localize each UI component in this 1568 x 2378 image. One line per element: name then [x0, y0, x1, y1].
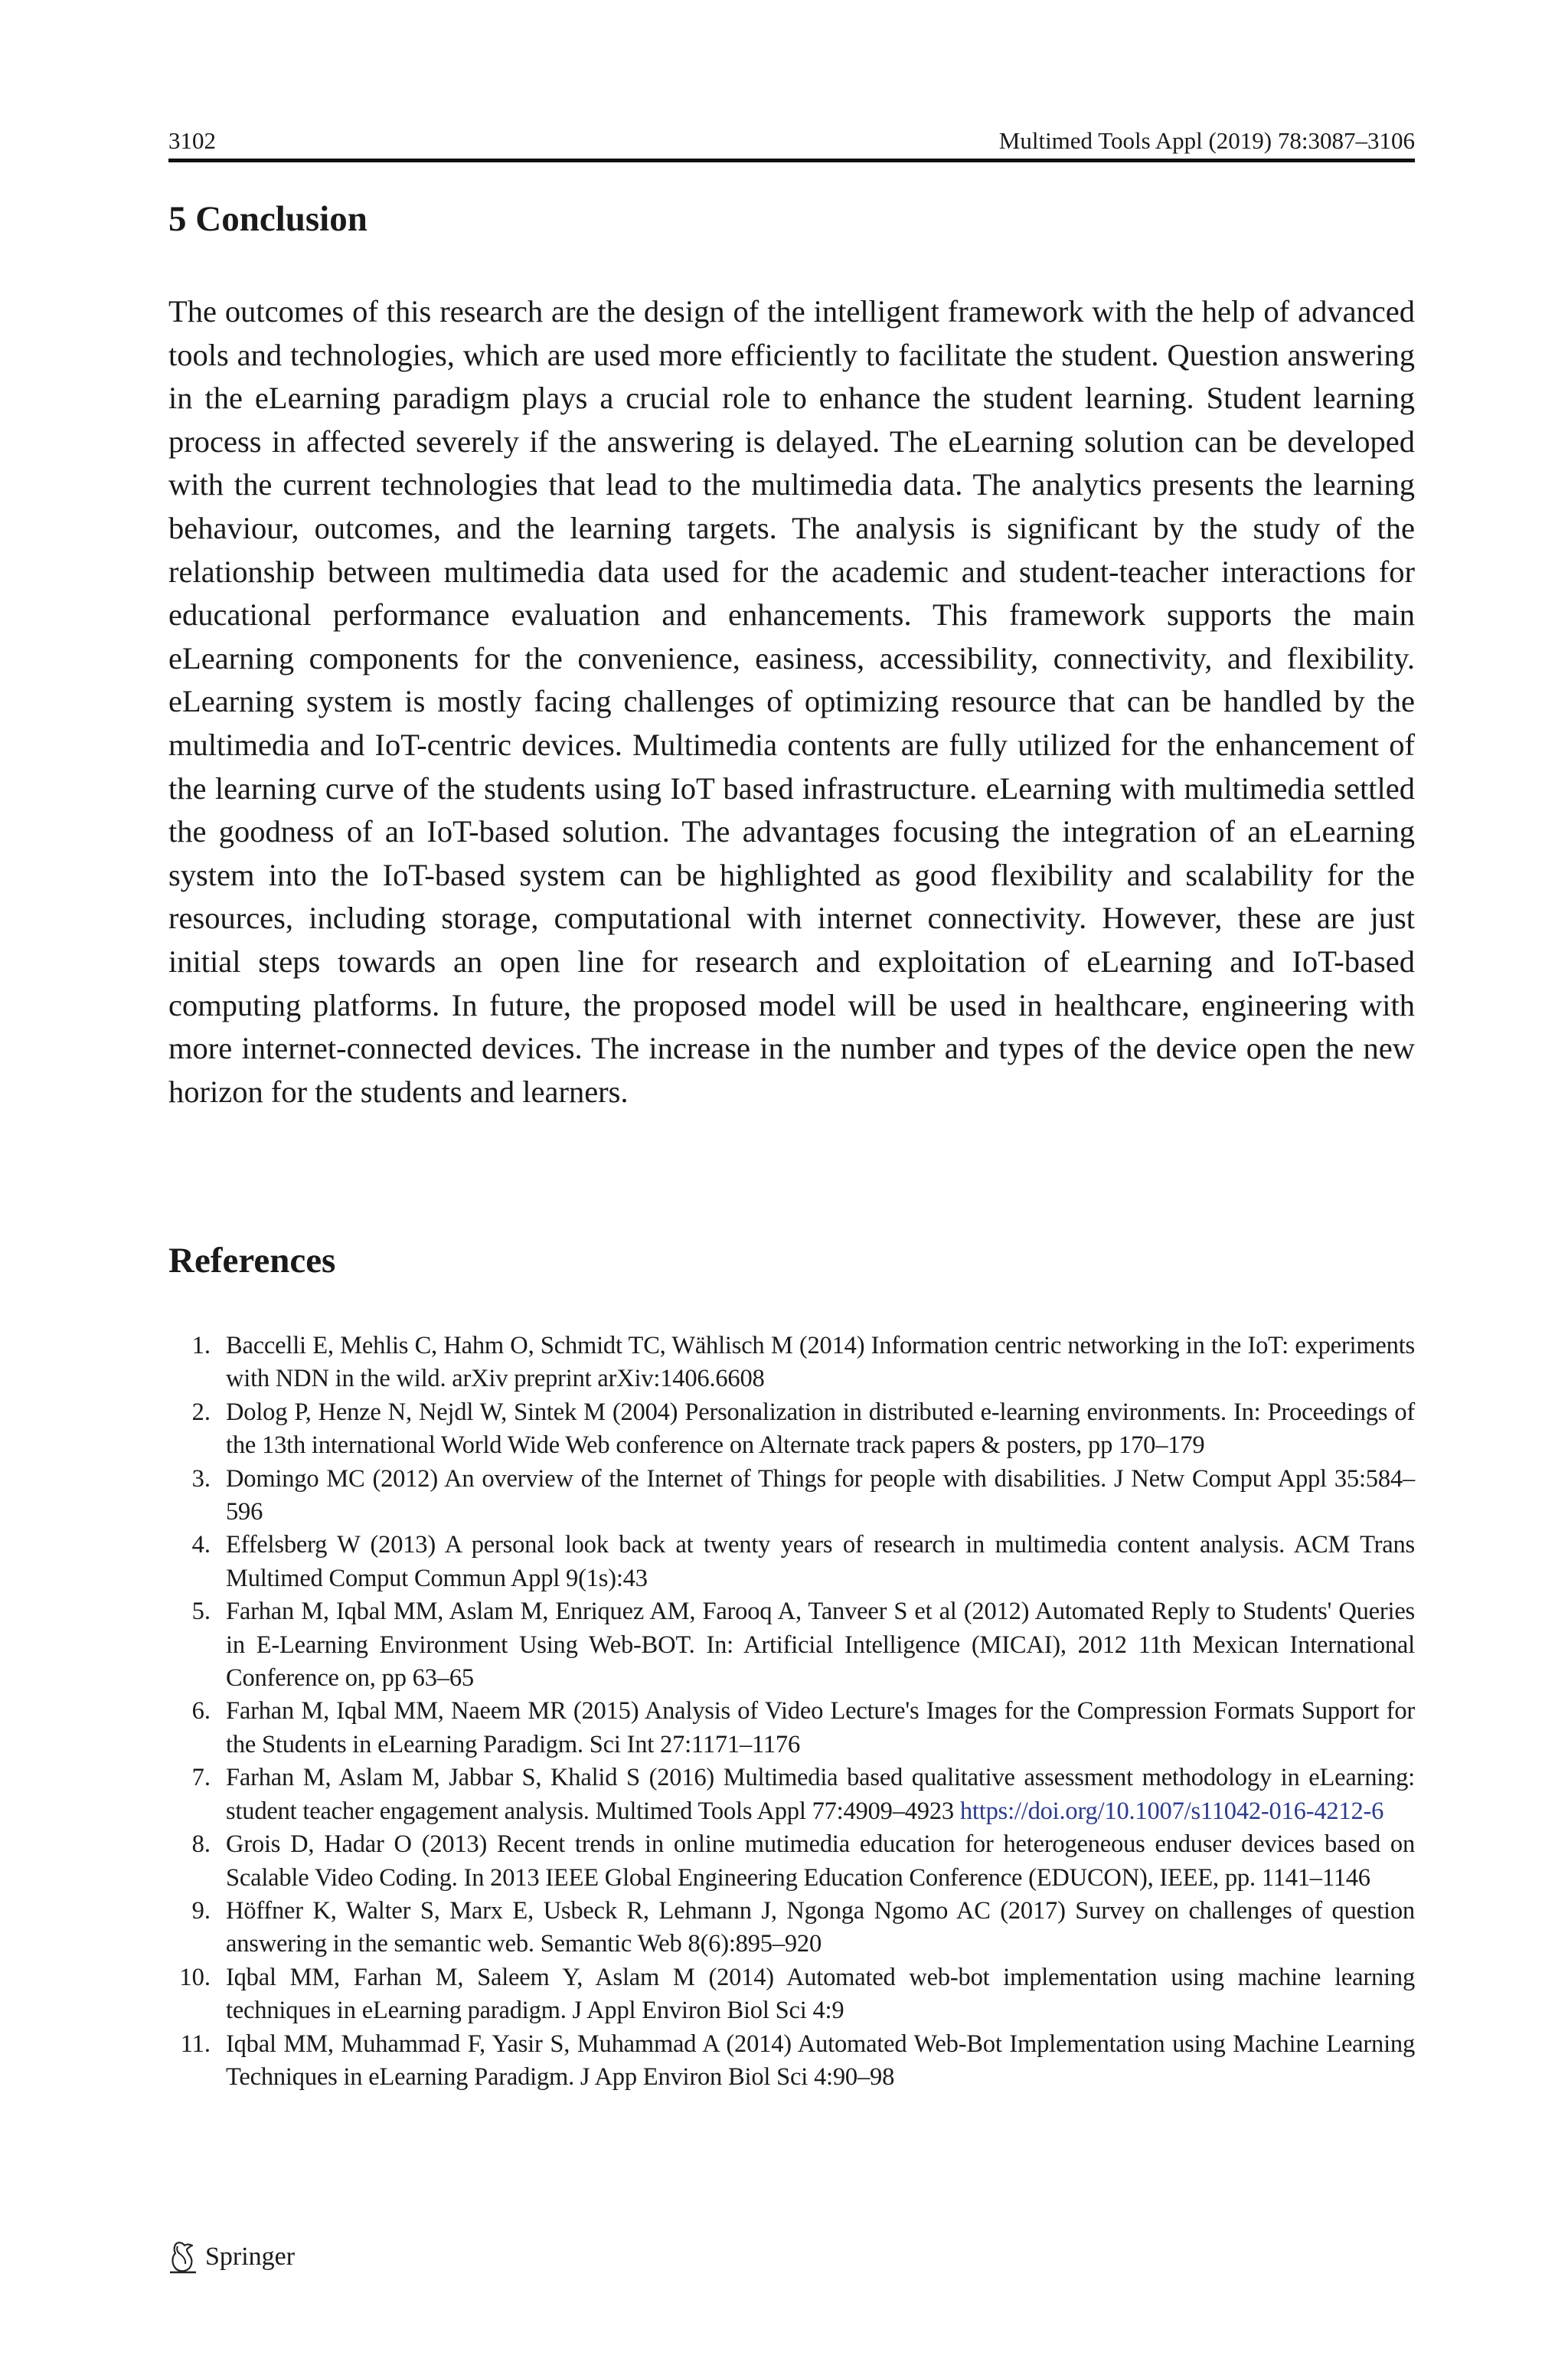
reference-number: 7. — [191, 1764, 211, 1792]
publisher-name: Springer — [205, 2242, 296, 2271]
reference-text: Höffner K, Walter S, Marx E, Usbeck R, Lehmann J, Ngonga Ngomo AC (2017) Survey on challenges of question answering in the semantic web. Semantic Web 8(6):895–920 — [226, 1896, 1415, 1958]
reference-item — [168, 1895, 1415, 1961]
reference-item — [168, 1463, 1415, 1529]
springer-horse-icon — [168, 2240, 198, 2274]
publisher-footer — [168, 2240, 295, 2274]
reference-text: Effelsberg W (2013) A personal look back at twenty years of research in multimedia content analysis. ACM Trans Multimed Comput Commun Appl 9(1s):43 — [226, 1531, 1415, 1592]
reference-item — [168, 1529, 1415, 1595]
reference-number: 8. — [191, 1830, 211, 1859]
reference-item — [168, 1695, 1415, 1761]
reference-list — [168, 1330, 1415, 2094]
reference-item — [168, 1761, 1415, 1828]
conclusion-paragraph: The outcomes of this research are the design of the intelligent framework with the help of advanced tools and technologies, which are used more efficiently to facilitate the student. Question answering in the eLearning paradigm plays a crucial role to enhance the student learning. Student learning process in affected severely if the answering is delayed. The eLearning solution can be developed with the current technologies that lead to the multimedia data. The analytics presents the learning behaviour, outcomes, and the learning targets. The analysis is significant by the study of the relationship between multimedia data used for the academic and student-teacher interactions for educational performance evaluation and enhancements. This framework supports the main eLearning components for the convenience, easiness, accessibility, connectivity, and flexibility. eLearning system is mostly facing challenges of optimizing resource that can be handled by the multimedia and IoT-centric devices. Multimedia contents are fully utilized for the enhancement of the learning curve of the students using IoT based infrastructure. eLearning with multimedia settled the goodness of an IoT-based solution. The advantages focusing the integration of an eLearning system into the IoT-based system can be highlighted as good flexibility and scalability for the resources, including storage, computational with internet connectivity. However, these are just initial steps towards an open line for research and exploitation of eLearning and IoT-based computing platforms. In future, the proposed model will be used in healthcare, engineering with more internet-connected devices. The increase in the number and types of the device open the new horizon for the students and learners. — [168, 294, 1415, 1109]
reference-text: Iqbal MM, Muhammad F, Yasir S, Muhammad A (2014) Automated Web-Bot Implementation using Machine Learning Techniques in eLearning Paradigm. J App Environ Biol Sci 4:90–98 — [226, 2030, 1415, 2091]
reference-item — [168, 2028, 1415, 2095]
reference-item — [168, 1828, 1415, 1895]
reference-text: Domingo MC (2012) An overview of the Internet of Things for people with disabilities. J Netw Comput Appl 35:584–596 — [226, 1464, 1415, 1526]
reference-text: Farhan M, Iqbal MM, Naeem MR (2015) Analysis of Video Lecture's Images for the Compression Formats Support for the Students in eLearning Paradigm. Sci Int 27:1171–1176 — [226, 1697, 1415, 1758]
reference-number: 1. — [191, 1332, 211, 1359]
reference-text: Iqbal MM, Farhan M, Saleem Y, Aslam M (2014) Automated web-bot implementation using machine learning techniques in eLearning paradigm. J Appl Environ Biol Sci 4:9 — [226, 1963, 1415, 2025]
header-rule — [168, 159, 1415, 162]
reference-text: Dolog P, Henze N, Nejdl W, Sintek M (2004) Personalization in distributed e-learning environments. In: Proceedings of the 13th international World Wide Web conference on Alternate track papers & posters, pp 170–179 — [226, 1398, 1415, 1460]
document-page — [168, 0, 1415, 2378]
reference-text: Farhan M, Iqbal MM, Aslam M, Enriquez AM, Farooq A, Tanveer S et al (2012) Automated Reply to Students' Queries in E-Learning Environment Using Web-BOT. In: Artificial Intelligence (MICAI), 2012 11th Mexican International Conference on, pp 63–65 — [226, 1598, 1415, 1693]
reference-number: 11. — [180, 2030, 211, 2058]
running-header — [168, 116, 1415, 155]
reference-item — [168, 1961, 1415, 2028]
reference-number: 2. — [191, 1398, 211, 1426]
section-heading-conclusion: 5 Conclusion — [168, 199, 368, 239]
reference-item — [168, 1595, 1415, 1695]
reference-number: 4. — [191, 1531, 211, 1559]
reference-text: Baccelli E, Mehlis C, Hahm O, Schmidt TC, Wählisch M (2014) Information centric networking in the IoT: experiments with NDN in the wild. arXiv preprint arXiv:1406.6608 — [226, 1332, 1415, 1393]
reference-text — [226, 1761, 1415, 1828]
reference-text-body: Farhan M, Aslam M, Jabbar S, Khalid S (2016) Multimedia based qualitative assessment methodology in eLearning: student teacher engagement analysis. Multimed Tools Appl 77:4909–4923 — [226, 1764, 1415, 1825]
section-heading-references: References — [168, 1241, 336, 1281]
page-number: 3102 — [168, 127, 216, 154]
doi-link[interactable]: https://doi.org/10.1007/s11042-016-4212-6 — [959, 1797, 1384, 1825]
reference-number: 3. — [191, 1464, 211, 1493]
reference-item — [168, 1396, 1415, 1463]
reference-number: 6. — [191, 1697, 211, 1725]
reference-number: 10. — [179, 1963, 211, 1991]
reference-number: 9. — [191, 1896, 211, 1925]
reference-item — [168, 1330, 1415, 1396]
reference-text: Grois D, Hadar O (2013) Recent trends in online mutimedia education for heterogeneous enduser devices based on Scalable Video Coding. In 2013 IEEE Global Engineering Education Conference (EDUCON), IEEE, pp. 1141–1146 — [226, 1830, 1415, 1892]
reference-number: 5. — [191, 1598, 211, 1626]
journal-citation: Multimed Tools Appl (2019) 78:3087–3106 — [998, 127, 1415, 154]
